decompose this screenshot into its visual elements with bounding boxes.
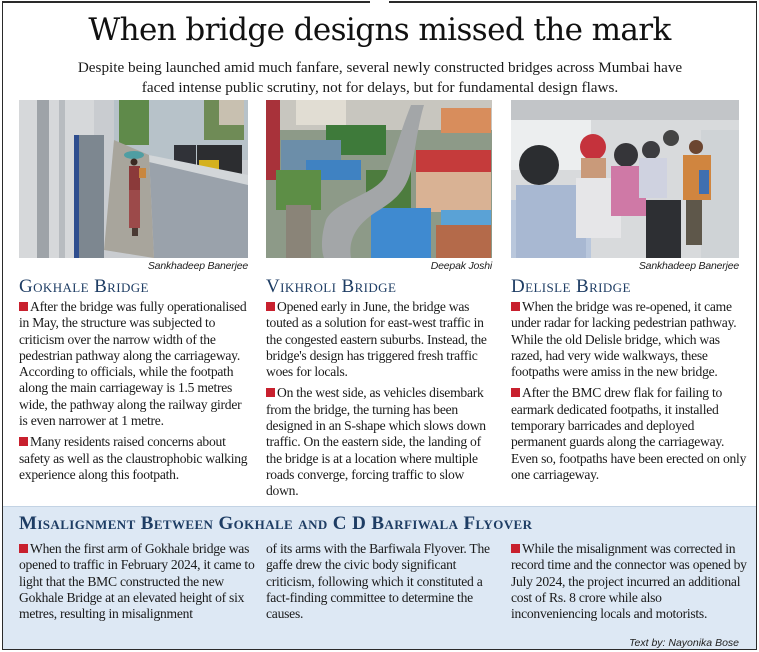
misalignment-title: Misalignment Between Gokhale and C D Barfiwala Flyover (19, 513, 533, 534)
paragraph: After the bridge was fully operationalised in May, the structure was subjected to criticism over the narrow width of the pedestrian pathway along the carriageway. According to officials, while the footpath along the main carriageway is 1.5 metres wide, the pathway along the railway girder is even narrower at 1 metre. (19, 299, 247, 429)
gokhale-bridge-photo (19, 100, 248, 258)
section-title-vikhroli: Vikhroli Bridge (266, 276, 397, 297)
box-column: of its arms with the Barfiwala Flyover. The gaffe drew the civic body significant criticism, following which it constituted a fact-finding committee to determine the causes. (266, 541, 490, 622)
bullet-square-icon (511, 302, 520, 311)
box-column: While the misalignment was corrected in record time and the connector was opened by July 2024, the project incurred an additional cost of Rs. 8 crore while also inconveniencing locals and motorists. (511, 541, 747, 622)
paragraph: After the BMC drew flak for failing to earmark dedicated footpaths, it installed temporary barricades and deployed permanent guards along the carriageway. Even so, footpaths have been erected on only one carriageway. (511, 385, 747, 482)
box-column: When the first arm of Gokhale bridge was opened to traffic in February 2024, it came to light that the BMC constructed the new Gokhale Bridge at an elevated height of six metres, resulting in misalignment (19, 541, 255, 622)
headline: When bridge designs missed the mark (88, 12, 671, 48)
paragraph: Opened early in June, the bridge was touted as a solution for east-west traffic in the congested eastern suburbs. Instead, the bridge's design has triggered fresh traffic woes for locals. (266, 299, 487, 380)
delisle-column (511, 299, 747, 488)
delisle-bridge-photo (511, 100, 739, 258)
vikhroli-column (266, 299, 498, 505)
bullet-square-icon (511, 388, 520, 397)
paragraph: When the bridge was re-opened, it came under radar for lacking pedestrian pathway. While the old Delisle bridge, which was razed, had very wide walkways, these footpaths were amiss in the new bridge. (511, 299, 737, 380)
bullet-square-icon (266, 302, 275, 311)
bullet-square-icon (19, 437, 28, 446)
vikhroli-bridge-photo (266, 100, 492, 258)
bullet-square-icon (19, 544, 28, 553)
section-title-gokhale: Gokhale Bridge (19, 276, 149, 297)
bullet-square-icon (19, 302, 28, 311)
paragraph: Many residents raised concerns about safety as well as the claustrophobic walking experience along this footpath. (19, 434, 248, 482)
photo-credit: Deepak Joshi (430, 260, 492, 272)
photo-credit: Sankhadeep Banerjee (638, 260, 739, 272)
section-title-delisle: Delisle Bridge (511, 276, 631, 297)
byline: Text by: Nayonika Bose (629, 637, 739, 649)
bullet-square-icon (511, 544, 520, 553)
paragraph: On the west side, as vehicles disembark from the bridge, the turning has been designed in an S-shape which slows down traffic. On the eastern side, the landing of the bridge is at a location where multiple roads converge, forcing traffic to slow down. (266, 385, 486, 499)
bullet-square-icon (266, 388, 275, 397)
gokhale-column (19, 299, 253, 488)
deck: Despite being launched amid much fanfare, several newly constructed bridges across Mumbai have faced intense public scrutiny, not for delays, but for fundamental design flaws. (77, 59, 683, 96)
photo-credit: Sankhadeep Banerjee (147, 260, 248, 272)
